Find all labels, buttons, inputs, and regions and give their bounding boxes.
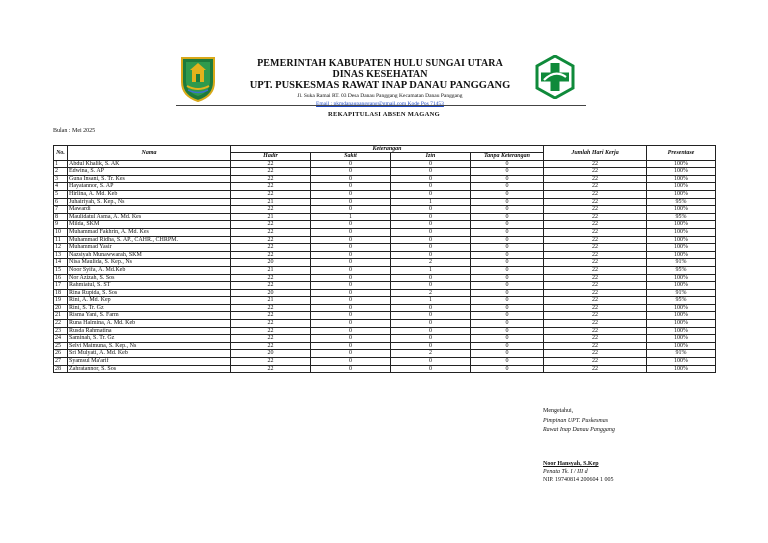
cell-jumlah-hari-kerja: 22 [544, 327, 647, 335]
cell-no: 9 [54, 221, 68, 229]
table-row [54, 236, 716, 244]
cell-hadir: 22 [231, 342, 311, 350]
header-tanpa-keterangan: Tanpa Keterangan [471, 153, 544, 160]
cell-no: 3 [54, 175, 68, 183]
signature-rank: Penata Tk. I / III d [543, 469, 588, 475]
cell-tanpa-keterangan: 0 [471, 304, 544, 312]
cell-nama: Maulidatul Asma, A. Md. Kes [68, 213, 231, 221]
cell-tanpa-keterangan: 0 [471, 297, 544, 305]
cell-tanpa-keterangan: 0 [471, 350, 544, 358]
cell-tanpa-keterangan: 0 [471, 312, 544, 320]
cell-sakit: 0 [311, 289, 391, 297]
cell-jumlah-hari-kerja: 22 [544, 297, 647, 305]
cell-presentase: 91% [647, 259, 716, 267]
cell-jumlah-hari-kerja: 22 [544, 190, 647, 198]
cell-hadir: 22 [231, 327, 311, 335]
letterhead-government: PEMERINTAH KABUPATEN HULU SUNGAI UTARA [257, 58, 503, 69]
cell-izin: 0 [391, 244, 471, 252]
cell-no: 15 [54, 266, 68, 274]
cell-tanpa-keterangan: 0 [471, 259, 544, 267]
cell-hadir: 22 [231, 274, 311, 282]
cell-jumlah-hari-kerja: 22 [544, 304, 647, 312]
cell-tanpa-keterangan: 0 [471, 365, 544, 373]
cell-no: 1 [54, 160, 68, 168]
cell-presentase: 100% [647, 228, 716, 236]
table-row [54, 289, 716, 297]
cell-hadir: 22 [231, 320, 311, 328]
cell-presentase: 100% [647, 327, 716, 335]
cell-sakit: 0 [311, 168, 391, 176]
cell-presentase: 100% [647, 175, 716, 183]
cell-hadir: 22 [231, 365, 311, 373]
cell-nama: Muhammad Yasir [68, 244, 231, 252]
cell-sakit: 0 [311, 358, 391, 366]
cell-hadir: 22 [231, 175, 311, 183]
cell-no: 20 [54, 304, 68, 312]
cell-tanpa-keterangan: 0 [471, 183, 544, 191]
cell-hadir: 22 [231, 228, 311, 236]
cell-hadir: 22 [231, 304, 311, 312]
cell-hadir: 22 [231, 236, 311, 244]
cell-izin: 2 [391, 259, 471, 267]
cell-presentase: 100% [647, 168, 716, 176]
cell-no: 21 [54, 312, 68, 320]
cell-sakit: 0 [311, 175, 391, 183]
cell-nama: Milda, SKM [68, 221, 231, 229]
cell-presentase: 91% [647, 289, 716, 297]
cell-tanpa-keterangan: 0 [471, 327, 544, 335]
cell-izin: 0 [391, 183, 471, 191]
signature-unit: Rawat Inap Danau Panggang [543, 427, 615, 433]
cell-nama: Sri Mulyati, A. Md. Keb [68, 350, 231, 358]
cell-sakit: 0 [311, 251, 391, 259]
cell-tanpa-keterangan: 0 [471, 236, 544, 244]
cell-tanpa-keterangan: 0 [471, 228, 544, 236]
cell-presentase: 100% [647, 320, 716, 328]
cell-presentase: 100% [647, 236, 716, 244]
cell-sakit: 0 [311, 206, 391, 214]
table-row [54, 274, 716, 282]
signature-name: Noor Hansyah, S.Kep [543, 461, 599, 467]
cell-jumlah-hari-kerja: 22 [544, 198, 647, 206]
cell-izin: 0 [391, 342, 471, 350]
cell-hadir: 22 [231, 183, 311, 191]
cell-sakit: 0 [311, 304, 391, 312]
cell-tanpa-keterangan: 0 [471, 358, 544, 366]
cell-presentase: 100% [647, 342, 716, 350]
cell-tanpa-keterangan: 0 [471, 282, 544, 290]
table-row [54, 297, 716, 305]
cell-hadir: 22 [231, 206, 311, 214]
month-label: Bulan : Mei 2025 [53, 128, 96, 134]
cell-no: 22 [54, 320, 68, 328]
cell-nama: Hayatannor, S. AP [68, 183, 231, 191]
cell-presentase: 100% [647, 221, 716, 229]
cell-izin: 0 [391, 213, 471, 221]
cell-no: 7 [54, 206, 68, 214]
table-row [54, 327, 716, 335]
cell-izin: 0 [391, 312, 471, 320]
cell-presentase: 95% [647, 266, 716, 274]
cell-nama: Edwina, S. AP [68, 168, 231, 176]
cell-hadir: 22 [231, 160, 311, 168]
cell-izin: 0 [391, 175, 471, 183]
cell-jumlah-hari-kerja: 22 [544, 221, 647, 229]
cell-nama: Guna Insani, S. Tr. Kes [68, 175, 231, 183]
cell-tanpa-keterangan: 0 [471, 266, 544, 274]
cell-sakit: 0 [311, 198, 391, 206]
cell-nama: Abdul Khalik, S. AK [68, 160, 231, 168]
cell-no: 26 [54, 350, 68, 358]
table-row [54, 282, 716, 290]
cell-nama: Saminah, S. Tr. Gz [68, 335, 231, 343]
cell-sakit: 0 [311, 312, 391, 320]
cell-hadir: 21 [231, 266, 311, 274]
header-hadir: Hadir [231, 153, 311, 160]
cell-no: 8 [54, 213, 68, 221]
table-row [54, 365, 716, 373]
cell-jumlah-hari-kerja: 22 [544, 312, 647, 320]
cell-tanpa-keterangan: 0 [471, 175, 544, 183]
cell-hadir: 22 [231, 221, 311, 229]
cell-nama: Risma Yani, S. Farm [68, 312, 231, 320]
header-no: No. [54, 146, 68, 161]
cell-jumlah-hari-kerja: 22 [544, 350, 647, 358]
cell-hadir: 22 [231, 190, 311, 198]
cell-presentase: 100% [647, 312, 716, 320]
cell-hadir: 21 [231, 198, 311, 206]
regency-emblem-icon [178, 56, 218, 102]
cell-tanpa-keterangan: 0 [471, 160, 544, 168]
cell-nama: Nisa Maulida, S. Kep., Ns [68, 259, 231, 267]
cell-nama: Rina Rupida, S. Sos [68, 289, 231, 297]
cell-izin: 1 [391, 266, 471, 274]
cell-nama: Syamsul Ma'arif [68, 358, 231, 366]
cell-izin: 0 [391, 358, 471, 366]
cell-nama: Muhammad Fakhrin, A. Md. Kes [68, 228, 231, 236]
cell-nama: Zahratannor, S. Sos [68, 365, 231, 373]
cell-izin: 2 [391, 289, 471, 297]
cell-izin: 1 [391, 297, 471, 305]
cell-no: 19 [54, 297, 68, 305]
cell-presentase: 100% [647, 282, 716, 290]
cell-tanpa-keterangan: 0 [471, 221, 544, 229]
cell-sakit: 0 [311, 160, 391, 168]
cell-no: 4 [54, 183, 68, 191]
cell-presentase: 100% [647, 206, 716, 214]
cell-jumlah-hari-kerja: 22 [544, 259, 647, 267]
cell-jumlah-hari-kerja: 22 [544, 183, 647, 191]
header-jumlah-hari-kerja: Jumlah Hari Kerja [544, 146, 647, 161]
table-header-row [54, 146, 716, 153]
cell-presentase: 100% [647, 251, 716, 259]
table-row [54, 221, 716, 229]
table-row [54, 206, 716, 214]
cell-izin: 0 [391, 160, 471, 168]
cell-hadir: 21 [231, 297, 311, 305]
cell-nama: Mawardi [68, 206, 231, 214]
cell-no: 23 [54, 327, 68, 335]
cell-presentase: 95% [647, 297, 716, 305]
cell-nama: Noor Syifa, A. Md.Keb [68, 266, 231, 274]
letterhead [230, 59, 530, 108]
puskesmas-cross-icon [535, 55, 575, 99]
table-row [54, 312, 716, 320]
cell-presentase: 100% [647, 244, 716, 252]
cell-presentase: 100% [647, 358, 716, 366]
cell-izin: 0 [391, 365, 471, 373]
table-row [54, 350, 716, 358]
cell-jumlah-hari-kerja: 22 [544, 358, 647, 366]
cell-izin: 0 [391, 228, 471, 236]
header-keterangan: Keterangan [231, 146, 544, 153]
cell-izin: 0 [391, 304, 471, 312]
cell-tanpa-keterangan: 0 [471, 168, 544, 176]
cell-no: 24 [54, 335, 68, 343]
letterhead-address: Jl. Suka Ramai RT. 03 Desa Danau Panggang Kecamatan Danau Panggang [297, 92, 463, 99]
cell-sakit: 0 [311, 282, 391, 290]
cell-hadir: 20 [231, 350, 311, 358]
table-row [54, 190, 716, 198]
cell-hadir: 20 [231, 259, 311, 267]
cell-no: 10 [54, 228, 68, 236]
cell-nama: Rini, A. Md. Kep [68, 297, 231, 305]
cell-jumlah-hari-kerja: 22 [544, 342, 647, 350]
cell-tanpa-keterangan: 0 [471, 206, 544, 214]
cell-no: 25 [54, 342, 68, 350]
cell-sakit: 0 [311, 365, 391, 373]
cell-no: 27 [54, 358, 68, 366]
cell-izin: 1 [391, 198, 471, 206]
table-row [54, 168, 716, 176]
cell-presentase: 95% [647, 213, 716, 221]
cell-tanpa-keterangan: 0 [471, 251, 544, 259]
cell-sakit: 0 [311, 342, 391, 350]
table-row [54, 259, 716, 267]
letterhead-divider [176, 105, 586, 106]
cell-sakit: 0 [311, 228, 391, 236]
cell-nama: Nazsiyah Munawwarah, SKM [68, 251, 231, 259]
table-row [54, 244, 716, 252]
cell-izin: 0 [391, 274, 471, 282]
cell-hadir: 22 [231, 358, 311, 366]
cell-sakit: 0 [311, 244, 391, 252]
cell-nama: Rahmiatul, S. ST [68, 282, 231, 290]
table-body [54, 160, 716, 373]
cell-izin: 0 [391, 190, 471, 198]
cell-jumlah-hari-kerja: 22 [544, 206, 647, 214]
table-row [54, 335, 716, 343]
cell-jumlah-hari-kerja: 22 [544, 168, 647, 176]
cell-no: 5 [54, 190, 68, 198]
cell-jumlah-hari-kerja: 22 [544, 228, 647, 236]
table-row [54, 358, 716, 366]
cell-izin: 0 [391, 327, 471, 335]
cell-izin: 0 [391, 221, 471, 229]
table-row [54, 183, 716, 191]
cell-hadir: 22 [231, 244, 311, 252]
cell-jumlah-hari-kerja: 22 [544, 289, 647, 297]
cell-sakit: 0 [311, 327, 391, 335]
cell-no: 16 [54, 274, 68, 282]
cell-jumlah-hari-kerja: 22 [544, 236, 647, 244]
cell-nama: Selvi Maimuna, S. Kep., Ns [68, 342, 231, 350]
cell-sakit: 0 [311, 236, 391, 244]
table-row [54, 228, 716, 236]
header-presentase: Presentase [647, 146, 716, 161]
table-row [54, 175, 716, 183]
cell-no: 2 [54, 168, 68, 176]
cell-izin: 2 [391, 350, 471, 358]
cell-presentase: 100% [647, 274, 716, 282]
cell-hadir: 22 [231, 251, 311, 259]
cell-jumlah-hari-kerja: 22 [544, 320, 647, 328]
letterhead-unit: UPT. PUSKESMAS RAWAT INAP DANAU PANGGANG [249, 80, 511, 91]
cell-hadir: 22 [231, 282, 311, 290]
cell-presentase: 100% [647, 190, 716, 198]
cell-jumlah-hari-kerja: 22 [544, 175, 647, 183]
cell-sakit: 0 [311, 266, 391, 274]
table-row [54, 251, 716, 259]
header-nama: Nama [68, 146, 231, 161]
cell-jumlah-hari-kerja: 22 [544, 244, 647, 252]
cell-tanpa-keterangan: 0 [471, 190, 544, 198]
cell-jumlah-hari-kerja: 22 [544, 282, 647, 290]
cell-jumlah-hari-kerja: 22 [544, 213, 647, 221]
cell-presentase: 100% [647, 365, 716, 373]
cell-no: 12 [54, 244, 68, 252]
header-sakit: Sakit [311, 153, 391, 160]
document-title: REKAPITULASI ABSEN MAGANG [328, 111, 440, 118]
cell-izin: 0 [391, 282, 471, 290]
letterhead-agency: DINAS KESEHATAN [332, 69, 428, 80]
cell-jumlah-hari-kerja: 22 [544, 251, 647, 259]
cell-presentase: 100% [647, 304, 716, 312]
table-row [54, 304, 716, 312]
cell-tanpa-keterangan: 0 [471, 244, 544, 252]
cell-presentase: 100% [647, 335, 716, 343]
cell-no: 28 [54, 365, 68, 373]
cell-hadir: 21 [231, 213, 311, 221]
cell-izin: 0 [391, 320, 471, 328]
cell-jumlah-hari-kerja: 22 [544, 335, 647, 343]
signature-position: Pimpinan UPT. Puskesmas [543, 418, 609, 424]
cell-sakit: 0 [311, 335, 391, 343]
signature-nip: NIP. 19740814 200604 1 005 [543, 477, 614, 483]
cell-tanpa-keterangan: 0 [471, 213, 544, 221]
cell-no: 17 [54, 282, 68, 290]
cell-presentase: 100% [647, 160, 716, 168]
cell-sakit: 0 [311, 297, 391, 305]
table-row [54, 320, 716, 328]
cell-presentase: 95% [647, 198, 716, 206]
cell-jumlah-hari-kerja: 22 [544, 274, 647, 282]
table-row [54, 266, 716, 274]
cell-hadir: 20 [231, 289, 311, 297]
table-row [54, 342, 716, 350]
cell-nama: Muhammad Ridha, S. AP., CAHR., CHRPM. [68, 236, 231, 244]
cell-izin: 0 [391, 168, 471, 176]
cell-sakit: 0 [311, 350, 391, 358]
cell-sakit: 0 [311, 320, 391, 328]
cell-no: 14 [54, 259, 68, 267]
cell-tanpa-keterangan: 0 [471, 274, 544, 282]
cell-sakit: 0 [311, 274, 391, 282]
table-row [54, 213, 716, 221]
cell-no: 13 [54, 251, 68, 259]
cell-no: 18 [54, 289, 68, 297]
cell-izin: 0 [391, 236, 471, 244]
cell-nama: Juhairiyah, S. Kep., Ns [68, 198, 231, 206]
cell-tanpa-keterangan: 0 [471, 198, 544, 206]
cell-tanpa-keterangan: 0 [471, 335, 544, 343]
cell-nama: Rusda Rahmatina [68, 327, 231, 335]
cell-jumlah-hari-kerja: 22 [544, 365, 647, 373]
cell-nama: Runa Halmina, A. Md. Keb [68, 320, 231, 328]
table-row [54, 160, 716, 168]
cell-izin: 0 [391, 335, 471, 343]
cell-izin: 0 [391, 206, 471, 214]
cell-jumlah-hari-kerja: 22 [544, 266, 647, 274]
cell-sakit: 0 [311, 183, 391, 191]
table-row [54, 198, 716, 206]
letterhead-contact-link[interactable]: Email : pkmdanaupanggang@gmail.com Kode Pos 71453 [316, 101, 444, 107]
cell-sakit: 1 [311, 213, 391, 221]
cell-izin: 0 [391, 251, 471, 259]
signature-acknowledged: Mengetahui, [543, 408, 574, 414]
cell-no: 11 [54, 236, 68, 244]
cell-hadir: 22 [231, 168, 311, 176]
cell-tanpa-keterangan: 0 [471, 289, 544, 297]
cell-sakit: 0 [311, 221, 391, 229]
cell-tanpa-keterangan: 0 [471, 320, 544, 328]
cell-nama: Nor Azizah, S. Sos [68, 274, 231, 282]
cell-nama: Rini, S. Tr. Gz [68, 304, 231, 312]
cell-presentase: 91% [647, 350, 716, 358]
cell-jumlah-hari-kerja: 22 [544, 160, 647, 168]
cell-hadir: 22 [231, 312, 311, 320]
cell-sakit: 0 [311, 190, 391, 198]
cell-hadir: 22 [231, 335, 311, 343]
cell-sakit: 0 [311, 259, 391, 267]
cell-no: 6 [54, 198, 68, 206]
attendance-table [53, 145, 716, 373]
cell-tanpa-keterangan: 0 [471, 342, 544, 350]
header-izin: Izin [391, 153, 471, 160]
cell-presentase: 100% [647, 183, 716, 191]
cell-nama: Hirlina, A. Md. Keb [68, 190, 231, 198]
